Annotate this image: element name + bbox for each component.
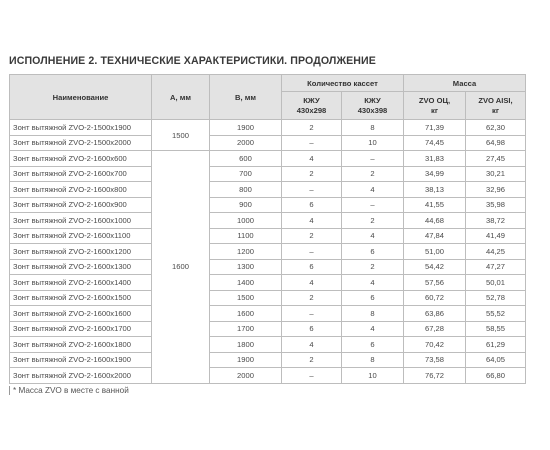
cell-a: 1500 (152, 120, 210, 151)
table-row (10, 321, 526, 337)
cell-kzhu-430x398: 2 (342, 259, 404, 275)
cell-mass-zvo-oc: 70,42 (404, 337, 466, 353)
cell-mass-zvo-aisi: 38,72 (466, 213, 526, 229)
cell-name: Зонт вытяжной ZVO-2-1600х600 (10, 151, 152, 167)
table-row (10, 151, 526, 167)
cell-kzhu-430x398: 2 (342, 166, 404, 182)
cell-kzhu-430x398: 8 (342, 306, 404, 322)
cell-name: Зонт вытяжной ZVO-2-1600х700 (10, 166, 152, 182)
kzhu-label: КЖУ (303, 95, 320, 105)
cell-name: Зонт вытяжной ZVO-2-1600х1500 (10, 290, 152, 306)
cell-b: 1500 (210, 290, 282, 306)
cell-mass-zvo-aisi: 61,29 (466, 337, 526, 353)
cell-kzhu-430x298: 4 (282, 337, 342, 353)
cell-kzhu-430x298: 6 (282, 197, 342, 213)
cell-kzhu-430x398: 10 (342, 368, 404, 384)
cell-mass-zvo-aisi: 35,98 (466, 197, 526, 213)
cell-mass-zvo-aisi: 30,21 (466, 166, 526, 182)
cell-kzhu-430x298: – (282, 306, 342, 322)
cell-kzhu-430x398: 6 (342, 290, 404, 306)
cell-mass-zvo-oc: 60,72 (404, 290, 466, 306)
cell-mass-zvo-oc: 51,00 (404, 244, 466, 260)
cell-b: 2000 (210, 368, 282, 384)
col-header-zvo-oc (404, 92, 466, 120)
table-row (10, 337, 526, 353)
col-header-cassettes: Количество кассет (282, 75, 404, 92)
cell-mass-zvo-oc: 38,13 (404, 182, 466, 198)
col-header-kzhu-430x398 (342, 92, 404, 120)
table-row (10, 244, 526, 260)
table-row (10, 275, 526, 291)
zvo-oc-label: ZVO ОЦ, (418, 95, 451, 105)
table-row (10, 306, 526, 322)
footnote: * Масса ZVO в месте с ванной (9, 386, 129, 395)
cell-mass-zvo-oc: 41,55 (404, 197, 466, 213)
cell-kzhu-430x298: – (282, 135, 342, 151)
cell-b: 900 (210, 197, 282, 213)
cell-b: 1800 (210, 337, 282, 353)
cell-name: Зонт вытяжной ZVO-2-1500х2000 (10, 135, 152, 151)
cell-mass-zvo-oc: 44,68 (404, 213, 466, 229)
cell-mass-zvo-aisi: 66,80 (466, 368, 526, 384)
cell-mass-zvo-oc: 74,45 (404, 135, 466, 151)
cell-b: 800 (210, 182, 282, 198)
cell-mass-zvo-oc: 71,39 (404, 120, 466, 136)
cell-kzhu-430x398: 2 (342, 213, 404, 229)
table-row (10, 166, 526, 182)
cell-kzhu-430x298: 2 (282, 228, 342, 244)
cell-kzhu-430x398: – (342, 197, 404, 213)
cell-mass-zvo-aisi: 52,78 (466, 290, 526, 306)
cell-mass-zvo-aisi: 50,01 (466, 275, 526, 291)
table-row (10, 352, 526, 368)
cell-mass-zvo-aisi: 47,27 (466, 259, 526, 275)
cell-kzhu-430x298: 2 (282, 166, 342, 182)
cell-mass-zvo-aisi: 64,98 (466, 135, 526, 151)
cell-kzhu-430x398: – (342, 151, 404, 167)
cell-mass-zvo-aisi: 62,30 (466, 120, 526, 136)
header-row-1 (10, 75, 526, 92)
cell-kzhu-430x298: – (282, 368, 342, 384)
page-title: ИСПОЛНЕНИЕ 2. ТЕХНИЧЕСКИЕ ХАРАКТЕРИСТИКИ. ПРОДОЛЖЕНИЕ (9, 55, 376, 67)
col-header-kzhu-430x298 (282, 92, 342, 120)
cell-kzhu-430x398: 8 (342, 352, 404, 368)
cell-mass-zvo-aisi: 64,05 (466, 352, 526, 368)
cell-name: Зонт вытяжной ZVO-2-1600х900 (10, 197, 152, 213)
cell-b: 700 (210, 166, 282, 182)
cell-name: Зонт вытяжной ZVO-2-1600х1900 (10, 352, 152, 368)
col-header-mass: Масса (404, 75, 526, 92)
table-body (10, 120, 526, 384)
table-row (10, 228, 526, 244)
cell-mass-zvo-aisi: 58,55 (466, 321, 526, 337)
cell-mass-zvo-oc: 34,99 (404, 166, 466, 182)
cell-b: 1000 (210, 213, 282, 229)
cell-name: Зонт вытяжной ZVO-2-1600х1000 (10, 213, 152, 229)
cell-mass-zvo-oc: 31,83 (404, 151, 466, 167)
cell-kzhu-430x298: 6 (282, 321, 342, 337)
cell-mass-zvo-oc: 67,28 (404, 321, 466, 337)
cell-name: Зонт вытяжной ZVO-2-1600х1400 (10, 275, 152, 291)
kzhu-size: 430х298 (296, 105, 327, 115)
zvo-aisi-label: ZVO AISI, (478, 95, 513, 105)
cell-b: 1300 (210, 259, 282, 275)
cell-mass-zvo-aisi: 55,52 (466, 306, 526, 322)
cell-kzhu-430x398: 4 (342, 321, 404, 337)
cell-b: 600 (210, 151, 282, 167)
cell-kzhu-430x298: 2 (282, 352, 342, 368)
cell-kzhu-430x398: 4 (342, 275, 404, 291)
table-row (10, 182, 526, 198)
kzhu-label: КЖУ (364, 95, 381, 105)
cell-mass-zvo-aisi: 32,96 (466, 182, 526, 198)
cell-name: Зонт вытяжной ZVO-2-1600х1200 (10, 244, 152, 260)
cell-name: Зонт вытяжной ZVO-2-1500х1900 (10, 120, 152, 136)
cell-mass-zvo-oc: 76,72 (404, 368, 466, 384)
cell-b: 1400 (210, 275, 282, 291)
table-row (10, 135, 526, 151)
cell-name: Зонт вытяжной ZVO-2-1600х2000 (10, 368, 152, 384)
cell-kzhu-430x298: 4 (282, 151, 342, 167)
cell-mass-zvo-aisi: 44,25 (466, 244, 526, 260)
col-header-b: В, мм (210, 75, 282, 120)
cell-mass-zvo-oc: 63,86 (404, 306, 466, 322)
cell-name: Зонт вытяжной ZVO-2-1600х1600 (10, 306, 152, 322)
table-row (10, 259, 526, 275)
cell-b: 1700 (210, 321, 282, 337)
cell-kzhu-430x298: 4 (282, 275, 342, 291)
zvo-oc-unit: кг (431, 105, 438, 115)
cell-kzhu-430x298: – (282, 244, 342, 260)
cell-mass-zvo-oc: 54,42 (404, 259, 466, 275)
cell-name: Зонт вытяжной ZVO-2-1600х1700 (10, 321, 152, 337)
cell-name: Зонт вытяжной ZVO-2-1600х800 (10, 182, 152, 198)
cell-b: 1900 (210, 120, 282, 136)
cell-kzhu-430x398: 6 (342, 337, 404, 353)
kzhu-size: 430х398 (357, 105, 388, 115)
cell-kzhu-430x398: 4 (342, 182, 404, 198)
cell-name: Зонт вытяжной ZVO-2-1600х1800 (10, 337, 152, 353)
zvo-aisi-unit: кг (492, 105, 499, 115)
cell-mass-zvo-aisi: 41,49 (466, 228, 526, 244)
spec-table (9, 74, 526, 384)
col-header-a: А, мм (152, 75, 210, 120)
cell-b: 1600 (210, 306, 282, 322)
cell-mass-zvo-oc: 57,56 (404, 275, 466, 291)
cell-b: 1200 (210, 244, 282, 260)
cell-kzhu-430x398: 6 (342, 244, 404, 260)
cell-kzhu-430x298: 6 (282, 259, 342, 275)
cell-mass-zvo-aisi: 27,45 (466, 151, 526, 167)
col-header-name: Наименование (10, 75, 152, 120)
cell-mass-zvo-oc: 47,84 (404, 228, 466, 244)
table-row (10, 197, 526, 213)
cell-b: 2000 (210, 135, 282, 151)
cell-b: 1900 (210, 352, 282, 368)
cell-mass-zvo-oc: 73,58 (404, 352, 466, 368)
cell-kzhu-430x398: 8 (342, 120, 404, 136)
cell-kzhu-430x298: 4 (282, 213, 342, 229)
table-row (10, 213, 526, 229)
cell-a: 1600 (152, 151, 210, 384)
cell-name: Зонт вытяжной ZVO-2-1600х1100 (10, 228, 152, 244)
table-row (10, 368, 526, 384)
cell-kzhu-430x298: 2 (282, 290, 342, 306)
cell-kzhu-430x298: – (282, 182, 342, 198)
table-row (10, 120, 526, 136)
col-header-zvo-aisi (466, 92, 526, 120)
cell-kzhu-430x398: 10 (342, 135, 404, 151)
cell-kzhu-430x398: 4 (342, 228, 404, 244)
cell-b: 1100 (210, 228, 282, 244)
cell-name: Зонт вытяжной ZVO-2-1600х1300 (10, 259, 152, 275)
cell-kzhu-430x298: 2 (282, 120, 342, 136)
table-row (10, 290, 526, 306)
